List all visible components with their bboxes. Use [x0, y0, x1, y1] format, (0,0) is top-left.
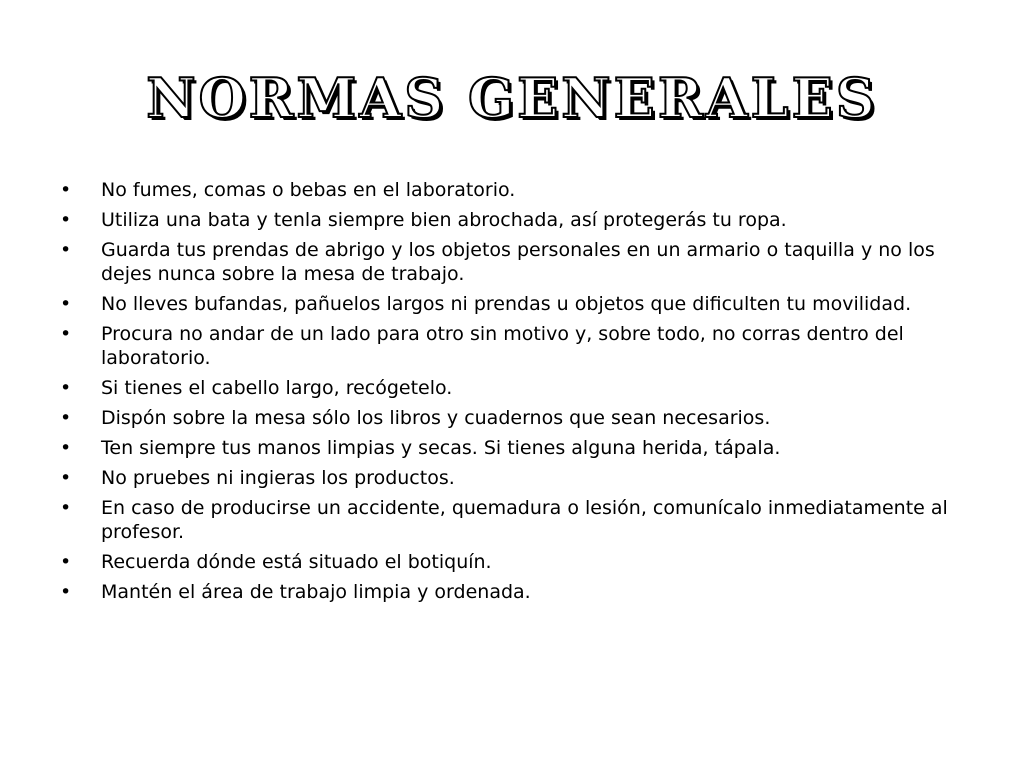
bullet-dot-icon: •	[60, 323, 72, 345]
bullet-item	[58, 406, 958, 430]
bullet-text: Mantén el área de trabajo limpia y ordenada.	[101, 581, 531, 603]
bullet-item	[58, 208, 958, 232]
bullet-dot-icon: •	[60, 377, 72, 399]
bullet-dot-icon: •	[60, 239, 72, 261]
bullet-dot-icon: •	[60, 407, 72, 429]
bullet-text: Si tienes el cabello largo, recógetelo.	[101, 377, 453, 399]
bullet-item	[58, 496, 958, 544]
bullet-item	[58, 292, 958, 316]
bullet-dot-icon: •	[60, 581, 72, 603]
bullet-item	[58, 550, 958, 574]
bullet-dot-icon: •	[60, 551, 72, 573]
bullet-dot-icon: •	[60, 437, 72, 459]
bullet-text: No pruebes ni ingieras los productos.	[101, 467, 455, 489]
bullet-item	[58, 580, 958, 604]
bullet-dot-icon: •	[60, 497, 72, 519]
bullet-text: En caso de producirse un accidente, quemadura o lesión, comunícalo inmediatamente al profesor.	[101, 497, 948, 543]
bullet-item	[58, 466, 958, 490]
bullet-text: No lleves bufandas, pañuelos largos ni prendas u objetos que dificulten tu movilidad.	[101, 293, 912, 315]
bullet-dot-icon: •	[60, 179, 72, 201]
bullet-text: Dispón sobre la mesa sólo los libros y cuadernos que sean necesarios.	[101, 407, 771, 429]
bullet-item	[58, 322, 958, 370]
bullet-item	[58, 436, 958, 460]
bullet-item	[58, 238, 958, 286]
bullet-text: Utiliza una bata y tenla siempre bien abrochada, así protegerás tu ropa.	[101, 209, 787, 231]
bullet-text: Ten siempre tus manos limpias y secas. Si tienes alguna herida, tápala.	[101, 437, 781, 459]
bullet-item	[58, 178, 958, 202]
bullet-dot-icon: •	[60, 293, 72, 315]
bullet-dot-icon: •	[60, 209, 72, 231]
bullet-dot-icon: •	[60, 467, 72, 489]
bullet-text: Recuerda dónde está situado el botiquín.	[101, 551, 492, 573]
bullet-item	[58, 376, 958, 400]
bullet-text: Procura no andar de un lado para otro sin motivo y, sobre todo, no corras dentro del laboratorio.	[101, 323, 904, 369]
bullet-text: No fumes, comas o bebas en el laboratorio.	[101, 179, 516, 201]
slide-title: NORMAS GENERALES	[146, 66, 878, 130]
bullet-list	[58, 178, 958, 610]
bullet-text: Guarda tus prendas de abrigo y los objetos personales en un armario o taquilla y no los dejes nunca sobre la mesa de trabajo.	[101, 239, 935, 285]
